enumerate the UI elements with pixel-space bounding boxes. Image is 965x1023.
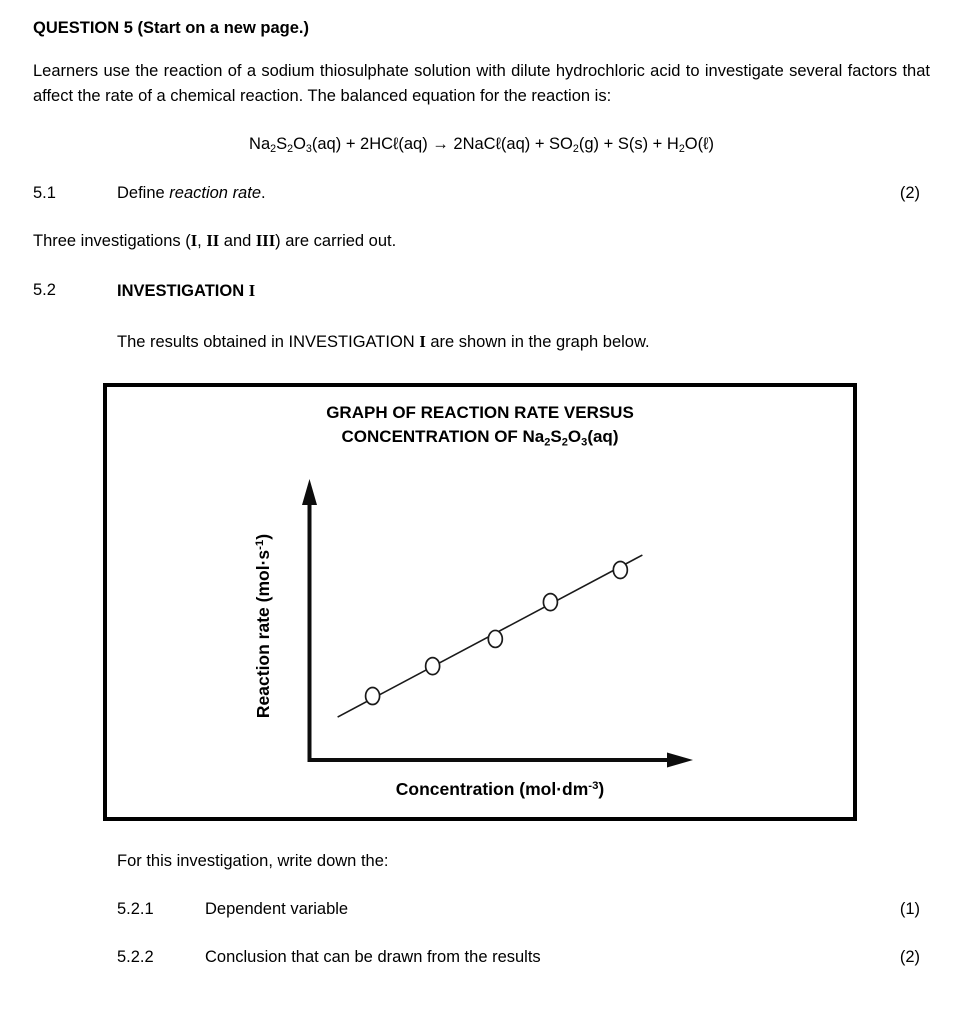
investigations-sep2: and bbox=[219, 232, 256, 250]
data-point bbox=[426, 658, 440, 675]
results-suffix: are shown in the graph below. bbox=[425, 333, 650, 351]
question-text: Conclusion that can be drawn from the results bbox=[205, 948, 541, 966]
investigation-heading-text: INVESTIGATION bbox=[117, 282, 249, 300]
graph-title-line1: GRAPH OF REACTION RATE VERSUS bbox=[326, 403, 634, 422]
question-text: Dependent variable bbox=[205, 900, 349, 918]
roman-numeral-3: III bbox=[255, 231, 276, 250]
question-text bbox=[117, 184, 266, 202]
roman-numeral-2: II bbox=[206, 231, 220, 250]
question-number: 5.1 bbox=[33, 184, 56, 202]
marks-badge: (2) bbox=[899, 948, 920, 966]
question-text-italic: reaction rate bbox=[169, 184, 261, 202]
investigation-heading-roman: I bbox=[248, 281, 256, 300]
plot-data bbox=[338, 555, 643, 717]
investigations-prefix: Three investigations ( bbox=[33, 232, 191, 250]
for-investigation-line: For this investigation, write down the: bbox=[117, 852, 389, 870]
data-point bbox=[366, 688, 380, 705]
data-point bbox=[488, 630, 502, 647]
question-5-2-2 bbox=[33, 945, 930, 970]
intro-paragraph: Learners use the reaction of a sodium thiosulphate solution with dilute hydrochloric acid to investigate several factors that affect the rate of a chemical reaction. The balanced equation for the reaction is: bbox=[33, 62, 930, 105]
x-axis-label: Concentration $(mol\cdot dm^{-3})$ bbox=[395, 779, 605, 799]
investigations-sep1: , bbox=[197, 232, 207, 250]
question-number: 5.2 bbox=[33, 281, 56, 299]
investigations-suffix: ) are carried out. bbox=[275, 232, 397, 250]
question-number: 5.2.2 bbox=[117, 948, 154, 966]
chemical-equation: $Na_2S_2O_3(aq)$ + 2HCℓ(aq) → 2NaCℓ(aq) + $SO_2(g) + S(s)$ + $H_2O(\ell)$ bbox=[249, 135, 714, 156]
results-roman: I bbox=[419, 332, 426, 351]
graph-figure bbox=[103, 383, 857, 821]
results-line bbox=[117, 329, 930, 355]
graph-title-line2: CONCENTRATION OF $Na_2S_2O_3(aq)$ bbox=[341, 427, 619, 449]
data-point bbox=[543, 594, 557, 611]
roman-numeral-1: I bbox=[190, 231, 198, 250]
x-axis-arrowhead bbox=[667, 753, 693, 768]
marks-badge: (1) bbox=[899, 900, 920, 918]
y-axis-arrowhead bbox=[302, 479, 317, 505]
question-number: 5.2.1 bbox=[117, 900, 154, 918]
marks-badge: (2) bbox=[899, 184, 920, 202]
y-axis-label: Reaction rate $(mol\cdot s^{-1})$ bbox=[253, 533, 273, 719]
data-point bbox=[613, 561, 627, 578]
investigation-heading bbox=[117, 282, 255, 300]
question-5-2 bbox=[33, 278, 930, 304]
question-5-2-1 bbox=[33, 897, 930, 922]
graph-title bbox=[107, 401, 853, 449]
question-5-1 bbox=[33, 181, 930, 206]
question-header: QUESTION 5 (Start on a new page.) bbox=[33, 19, 309, 37]
results-prefix: The results obtained in INVESTIGATION bbox=[117, 333, 420, 351]
question-text-prefix: Define bbox=[117, 184, 170, 202]
question-text-suffix: . bbox=[261, 184, 266, 202]
investigations-line bbox=[33, 228, 930, 254]
graph-plot-svg bbox=[107, 387, 852, 816]
